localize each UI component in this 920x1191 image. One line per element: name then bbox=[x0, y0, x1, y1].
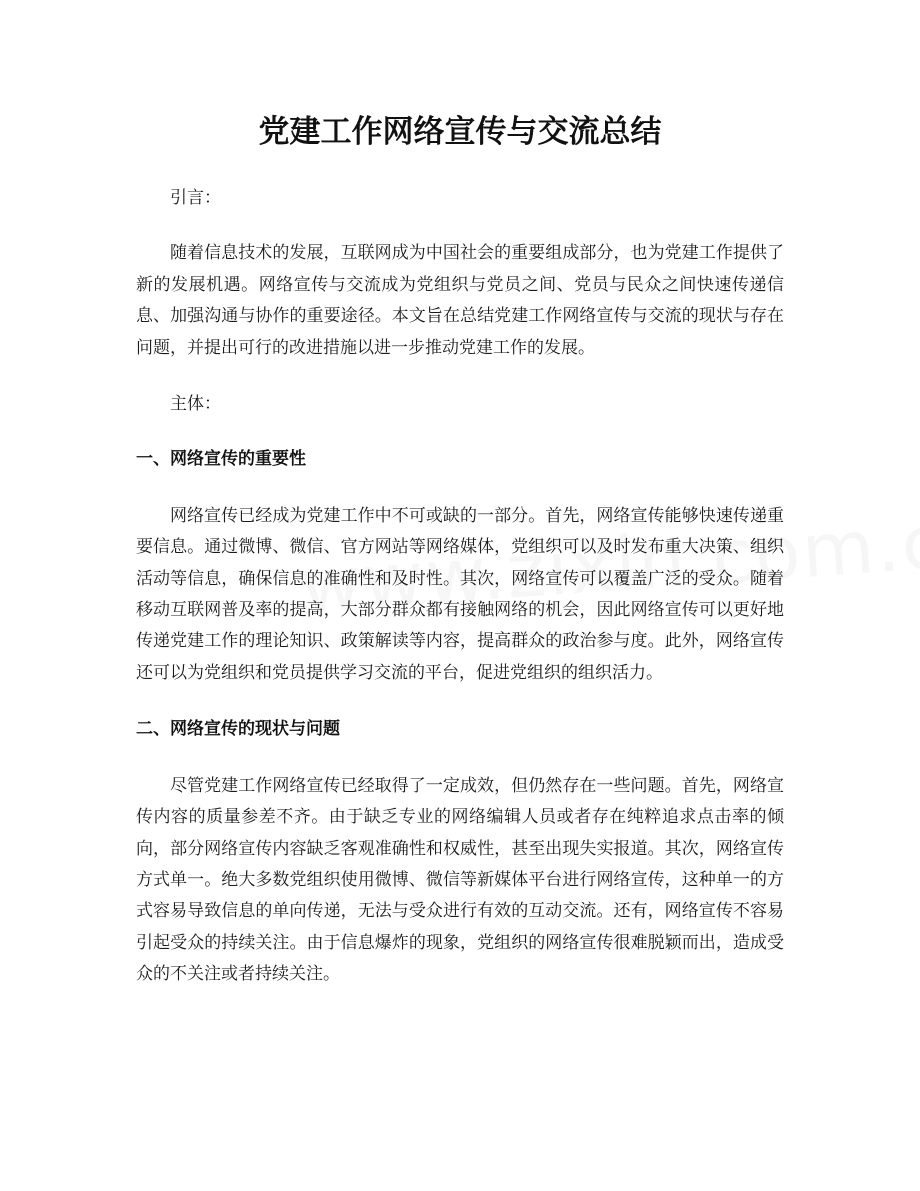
section-paragraph-importance: 网络宣传已经成为党建工作中不可或缺的一部分。首先，网络宣传能够快速传递重要信息。通过微博、微信、官方网站等网络媒体，党组织可以及时发布重大决策、组织活动等信息，确保信息的准确性和及时性。其次，网络宣传可以覆盖广泛的受众。随着移动互联网普及率的提高，大部分群众都有接触网络的机会，因此网络宣传可以更好地传递党建工作的理论知识、政策解读等内容，提高群众的政治参与度。此外，网络宣传还可以为党组织和党员提供学习交流的平台，促进党组织的组织活力。 bbox=[136, 505, 784, 683]
section-heading-status: 二、网络宣传的现状与问题 bbox=[136, 719, 340, 740]
section-heading-importance: 一、网络宣传的重要性 bbox=[136, 449, 306, 470]
intro-label: 引言： bbox=[170, 188, 221, 208]
intro-paragraph: 随着信息技术的发展，互联网成为中国社会的重要组成部分，也为党建工作提供了新的发展机遇。网络宣传与交流成为党组织与党员之间、党员与民众之间快速传递信息、加强沟通与协作的重要途径。本文旨在总结党建工作网络宣传与交流的现状与存在问题，并提出可行的改进措施以进一步推动党建工作的发展。 bbox=[136, 243, 784, 358]
body-label: 主体： bbox=[170, 394, 221, 415]
document-body bbox=[136, 183, 784, 991]
section-paragraph-status: 尽管党建工作网络宣传已经取得了一定成效，但仍然存在一些问题。首先，网络宣传内容的质量参差不齐。由于缺乏专业的网络编辑人员或者存在纯粹追求点击率的倾向，部分网络宣传内容缺乏客观准确性和权威性，甚至出现失实报道。其次，网络宣传方式单一。绝大多数党组织使用微博、微信等新媒体平台进行网络宣传，这种单一的方式容易导致信息的单向传递，无法与受众进行有效的互动交流。还有，网络宣传不容易引起受众的持续关注。由于信息爆炸的现象，党组织的网络宣传很难脱颖而出，造成受众的不关注或者持续关注。 bbox=[136, 775, 784, 985]
document-title: 党建工作网络宣传与交流总结 bbox=[258, 114, 662, 150]
